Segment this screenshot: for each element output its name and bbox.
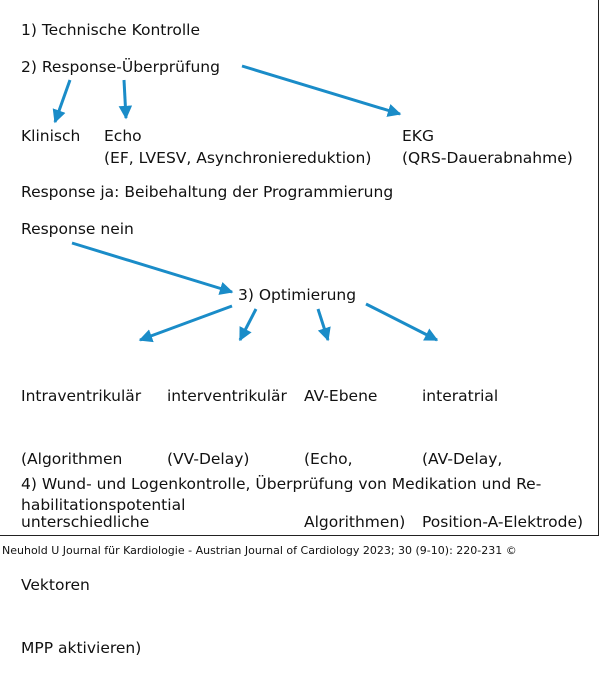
arrow-to-interatrial [366,304,437,340]
interatrial-line: Position-A-Elektrode) [422,513,584,531]
step3-optimization: 3) Optimierung [238,286,357,304]
intraventrikular-line: (Algorithmen [21,450,123,468]
step2-response-check: 2) Response-Überprüfung [21,58,220,76]
source-caption: Neuhold U Journal für Kardiologie - Austrian Journal of Cardiology 2023; 30 (9-10): 220-231 © [2,544,517,557]
klinisch-label: Klinisch [21,127,81,145]
av-ebene-line: AV-Ebene [304,387,378,405]
option-interventrikular [167,344,287,491]
option-interatrial [422,344,583,554]
step4-line1: 4) Wund- und Logenkontrolle, Überprüfung von Medikation und Re- [21,475,542,493]
ekg-detail: (QRS-Dauerabnahme) [402,149,573,167]
intraventrikular-line: Intraventrikulär [21,387,142,405]
step4-line2: habilitationspotential [21,496,186,514]
intraventrikular-line: unterschiedliche [21,513,150,531]
echo-detail: (EF, LVESV, Asynchroniereduktion) [104,149,372,167]
arrow-to-echo [124,80,126,118]
step1-technical-control: 1) Technische Kontrolle [21,21,201,39]
arrow-to-klinisch [55,80,70,122]
arrow-to-av-ebene [318,309,328,340]
ekg-title: EKG [402,127,434,145]
intraventrikular-line: MPP aktivieren) [21,639,142,657]
av-ebene-line: Algorithmen) [304,513,406,531]
intraventrikular-line: Vektoren [21,576,90,594]
interatrial-line: (AV-Delay, [422,450,503,468]
arrow-to-interventrikular [240,309,256,340]
interventrikular-line: interventrikulär [167,387,287,405]
response-no-text: Response nein [21,220,134,238]
arrow-to-ekg [242,66,400,114]
interventrikular-line: (VV-Delay) [167,450,250,468]
interatrial-line: interatrial [422,387,499,405]
option-av-ebene [304,344,405,554]
response-yes-text: Response ja: Beibehaltung der Programmierung [21,183,394,201]
echo-title: Echo [104,127,142,145]
arrow-to-optimierung [72,243,232,292]
arrow-to-intraventrikular [140,306,232,340]
av-ebene-line: (Echo, [304,450,353,468]
